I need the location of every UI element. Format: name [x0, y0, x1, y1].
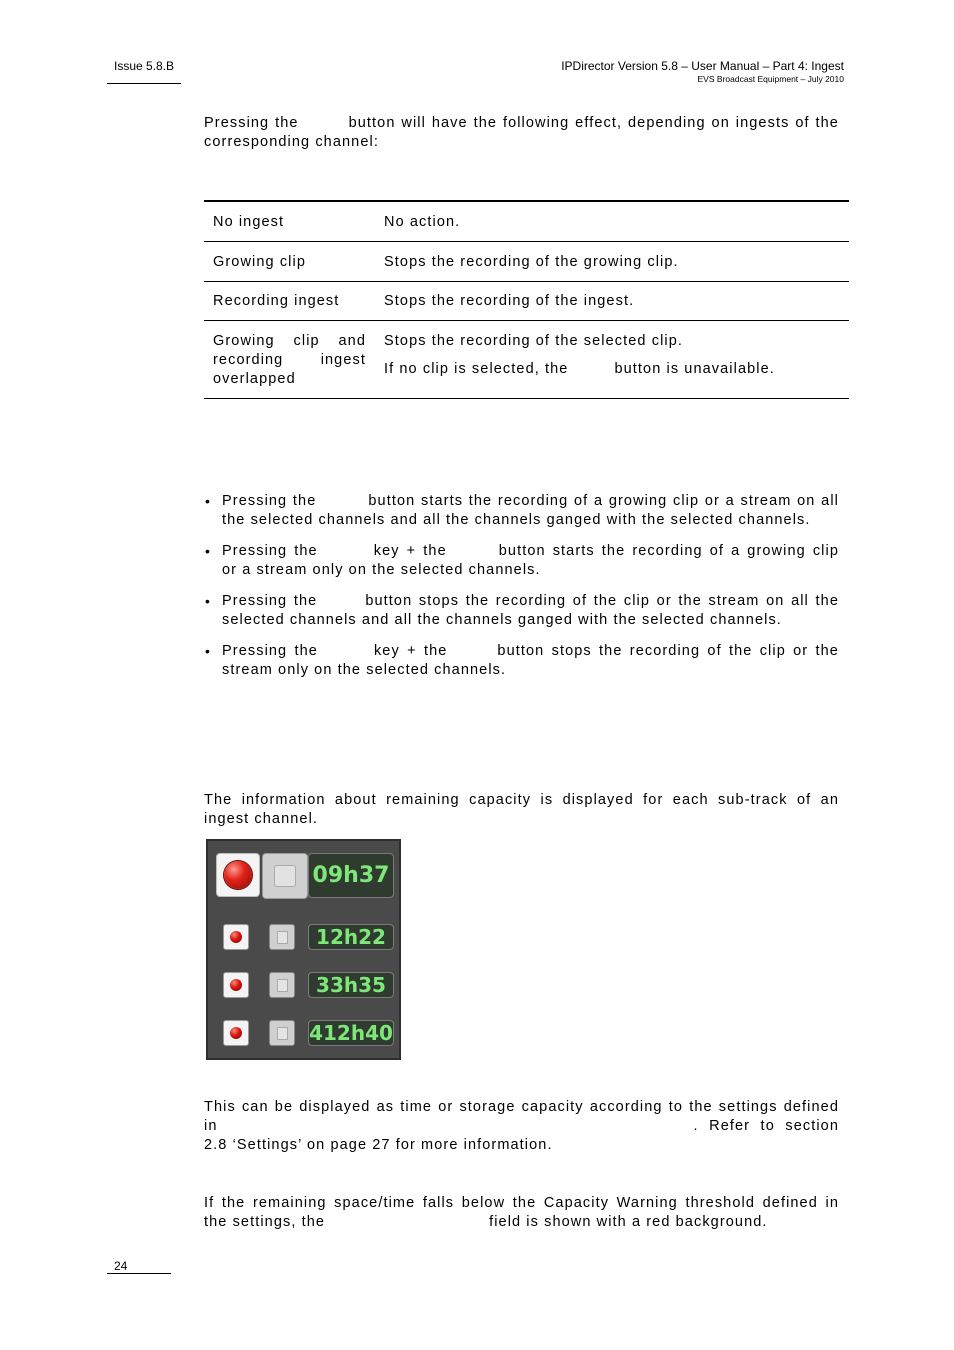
- recording-bullets: [204, 492, 839, 692]
- table-cell-effect: No action.: [384, 214, 461, 230]
- stop-icon: [277, 979, 288, 992]
- table-cell-case: Growing clip and recording ingest overlapped: [213, 332, 366, 387]
- subtrack-capacity-display: 33h35: [308, 972, 394, 998]
- list-item: [204, 592, 839, 630]
- stop-icon: [274, 865, 296, 887]
- stop-effects-table: [204, 200, 849, 399]
- bullet-text: button starts the recording of a growing clip or a stream only on the selected channels.: [222, 543, 839, 578]
- table-row: [204, 201, 849, 241]
- list-item: [204, 542, 839, 580]
- bullet-text: Pressing the: [222, 493, 317, 509]
- bullet-text: Pressing the: [222, 543, 318, 559]
- warning-paragraph: [204, 1194, 839, 1232]
- footer-rule: [107, 1273, 171, 1274]
- page-number: 24: [114, 1259, 128, 1273]
- table-row: [204, 320, 849, 398]
- warning-text-2: field is shown with a red background.: [489, 1214, 768, 1230]
- settings-paragraph: [204, 1098, 839, 1155]
- record-icon: [230, 931, 242, 943]
- header-rule: [107, 83, 181, 84]
- settings-text-2: . Refer to section 2.8 ‘Settings’ on page 27 for more information.: [204, 1118, 839, 1153]
- main-stop-button[interactable]: [262, 853, 308, 899]
- subtrack-record-button[interactable]: [223, 924, 249, 950]
- list-item: [204, 492, 839, 530]
- subtrack-stop-button[interactable]: [269, 924, 295, 950]
- table-cell-case: Recording ingest: [213, 292, 340, 309]
- bullet-text: key + the: [373, 543, 447, 559]
- main-record-button[interactable]: [216, 853, 260, 897]
- subtrack-capacity-display: 412h40: [309, 1021, 393, 1045]
- effect-line-2a: If no clip is selected, the: [384, 360, 569, 377]
- subtrack-record-button[interactable]: [223, 1020, 249, 1046]
- record-icon: [230, 1027, 242, 1039]
- list-item: [204, 642, 839, 680]
- subtrack-stop-button[interactable]: [269, 972, 295, 998]
- capacity-intro: The information about remaining capacity is displayed for each sub-track of an ingest channel.: [204, 792, 839, 827]
- bullet-text: Pressing the: [222, 593, 318, 609]
- table-row: [204, 281, 849, 320]
- stop-icon: [277, 1027, 288, 1040]
- stop-icon: [277, 931, 288, 944]
- document-header: [561, 59, 844, 85]
- table-cell-effect: Stops the recording of the growing clip.: [384, 253, 679, 270]
- table-cell-case: No ingest: [213, 214, 285, 230]
- subtrack-capacity-display: 12h22: [308, 924, 394, 950]
- intro-text-1: Pressing the: [204, 115, 299, 131]
- subtrack-record-button[interactable]: [223, 972, 249, 998]
- table-cell-effect: Stops the recording of the ingest.: [384, 292, 635, 309]
- warning-text-1: If the remaining space/time falls below the Capacity Warning threshold defined in the settings, the: [204, 1195, 839, 1230]
- table-cell-case: Growing clip: [213, 253, 306, 270]
- effect-line-1: Stops the recording of the selected clip.: [384, 332, 683, 349]
- issue-label: Issue 5.8.B: [114, 59, 175, 73]
- subtrack-stop-button[interactable]: [269, 1020, 295, 1046]
- record-icon: [230, 979, 242, 991]
- bullet-text: key + the: [373, 643, 448, 659]
- effect-line-2b: button is unavailable.: [614, 360, 775, 377]
- document-title: IPDirector Version 5.8 – User Manual – Part 4: Ingest: [561, 59, 844, 73]
- bullet-text: Pressing the: [222, 643, 318, 659]
- effect-line-2: [384, 360, 849, 379]
- document-subtitle: EVS Broadcast Equipment – July 2010: [697, 74, 844, 84]
- bullet-text: button stops the recording of the clip or the stream only on the selected channels.: [222, 643, 839, 678]
- main-capacity-display: 09h37: [308, 853, 394, 898]
- settings-text-1: This can be displayed as time or storage capacity according to the settings defined in: [204, 1099, 839, 1134]
- intro-text-2: button will have the following effect, depending on ingests of the corresponding channel:: [204, 115, 839, 150]
- bullet-text: button stops the recording of the clip or the stream on all the selected channels and all the channels ganged with the selected channels.: [222, 593, 839, 628]
- bullet-text: button starts the recording of a growing clip or a stream on all the selected channels and all the channels ganged with the selected channels.: [222, 493, 839, 528]
- record-icon: [224, 861, 252, 889]
- table-cell-effect: [374, 320, 849, 398]
- capacity-panel: [206, 839, 401, 1060]
- table-row: [204, 241, 849, 281]
- intro-paragraph: [204, 114, 839, 152]
